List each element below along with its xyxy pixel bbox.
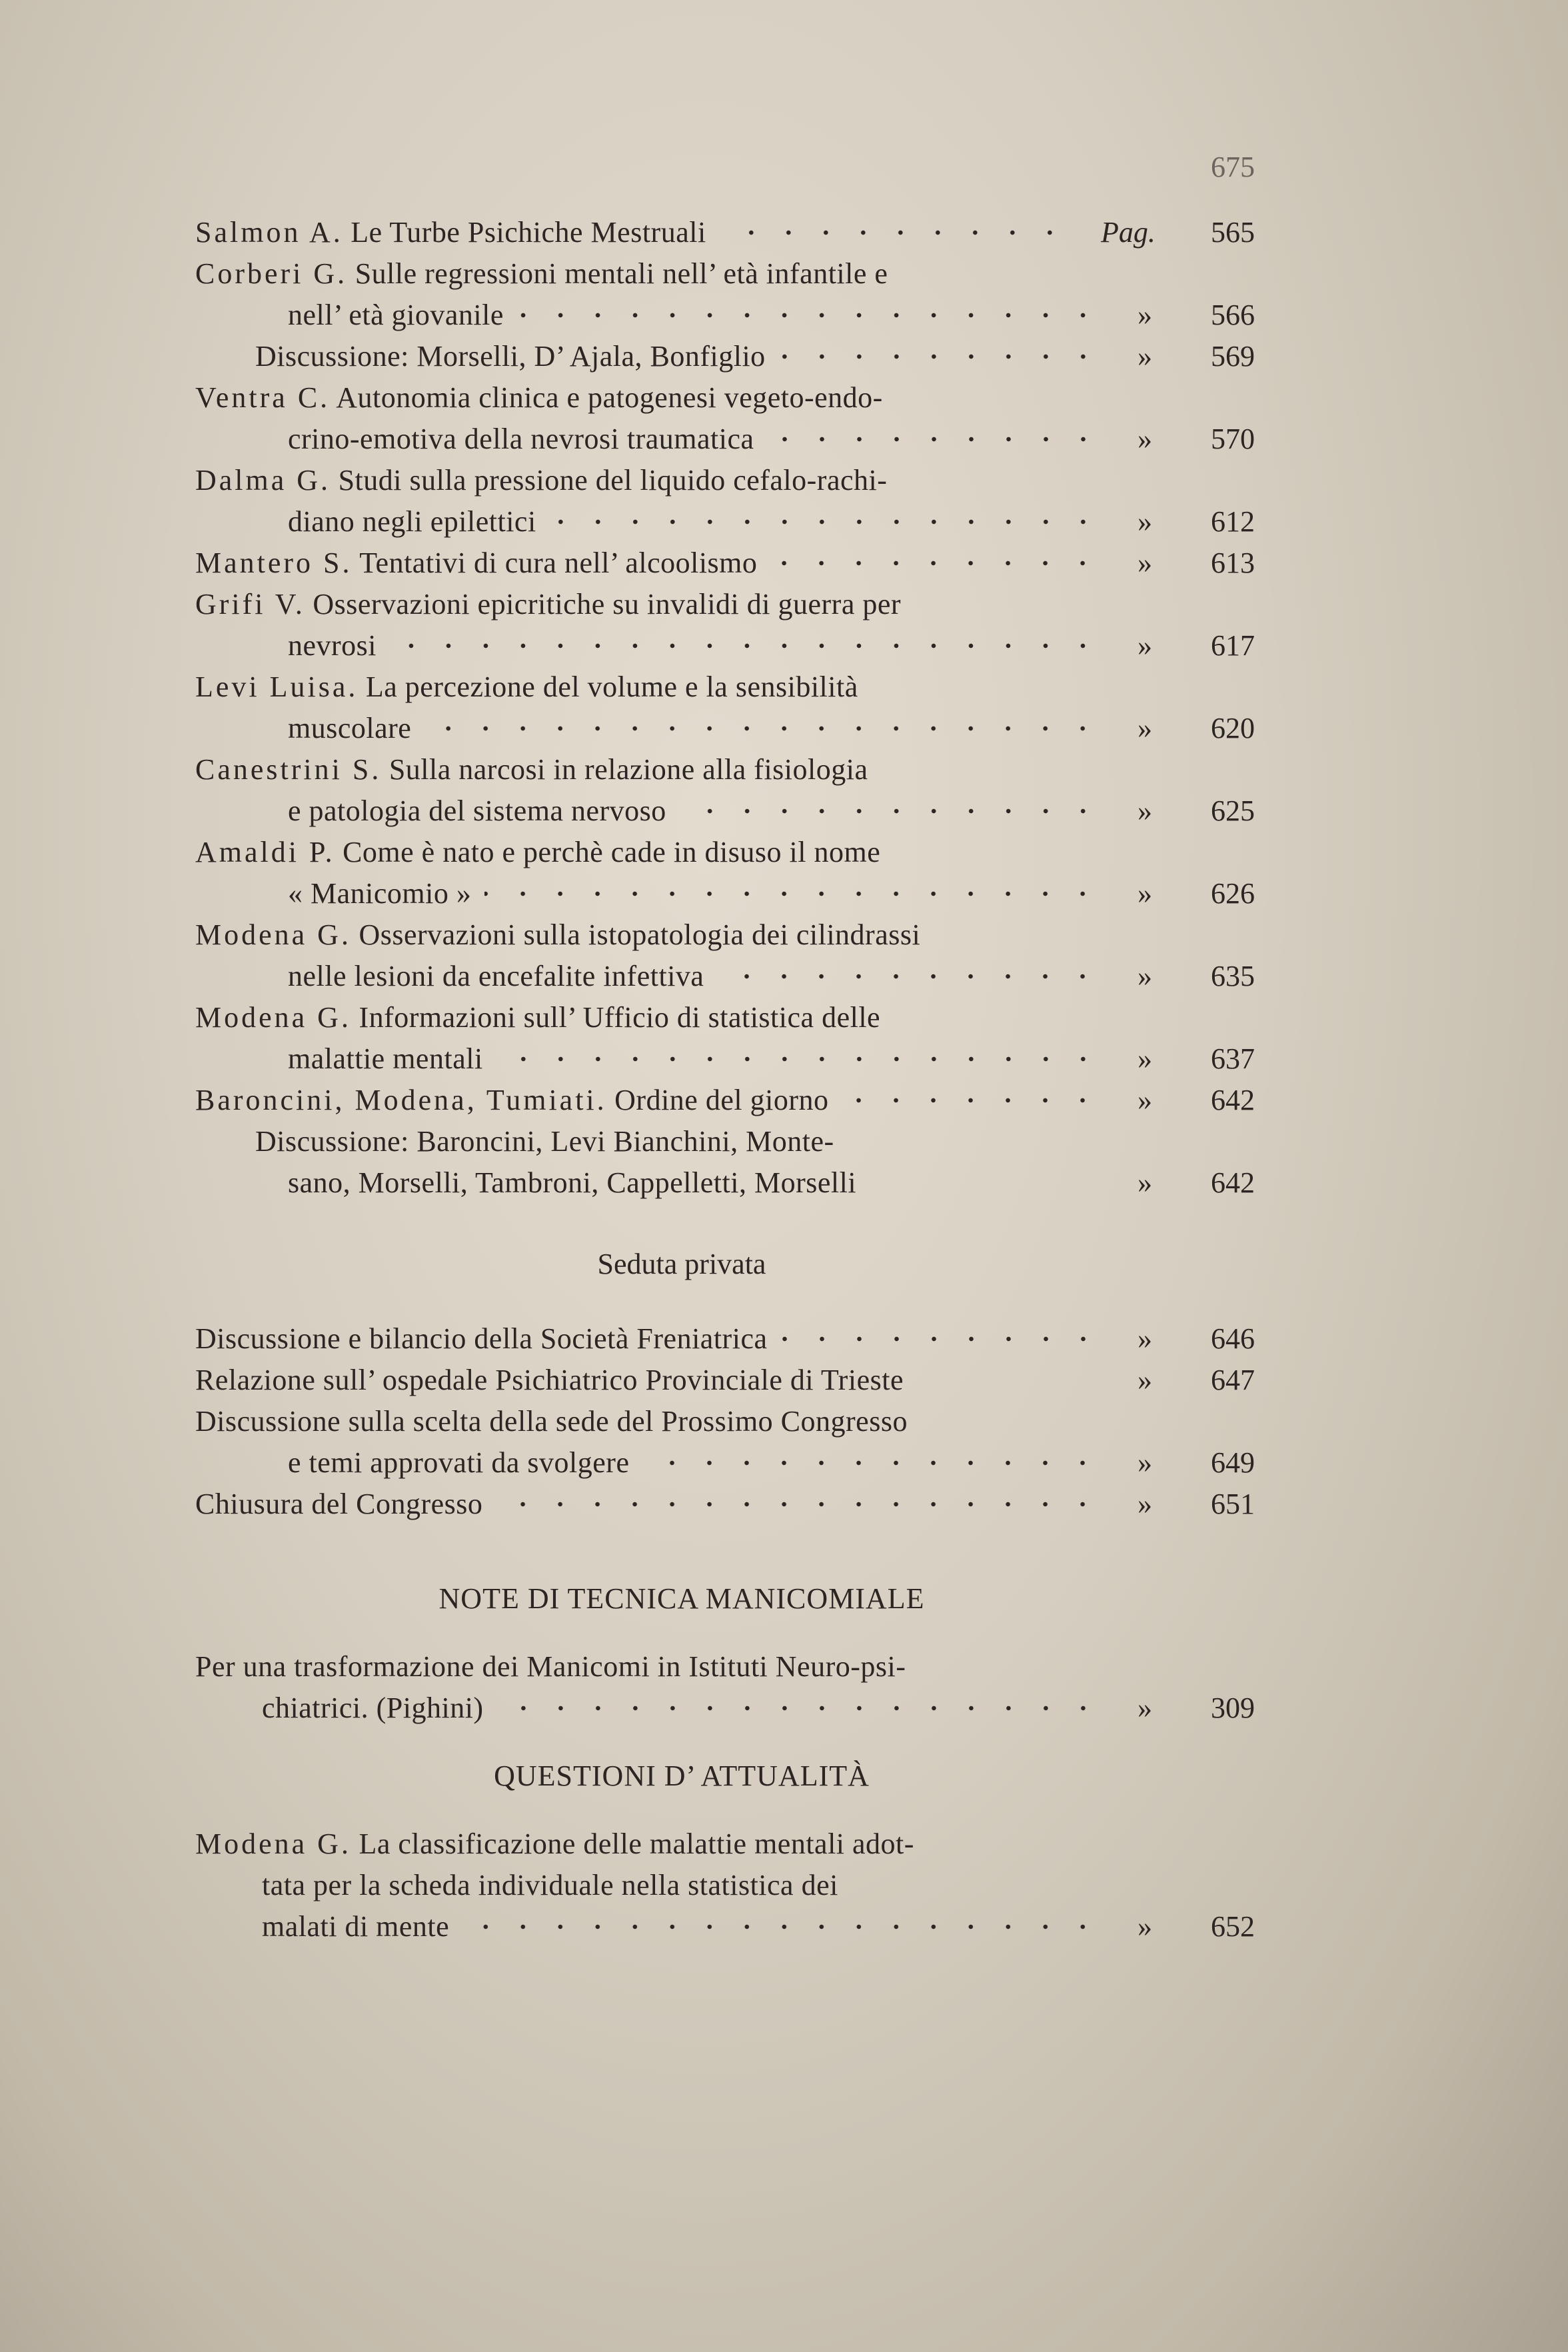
dot-leader: [497, 1705, 1102, 1712]
page-marker: »: [1138, 1322, 1152, 1355]
toc-line: [195, 212, 1255, 253]
entry-author: Modena G.: [195, 1827, 351, 1860]
toc-line: [195, 666, 1255, 708]
entry-author: Mantero S.: [195, 547, 353, 579]
page-number-ref: 569: [1211, 340, 1255, 373]
entry-text: [195, 832, 880, 873]
entry-text: [195, 1401, 908, 1442]
toc-line: [195, 749, 1255, 790]
toc-line: [195, 1906, 1255, 1947]
spacer: [195, 1525, 1255, 1578]
toc-line: [195, 873, 1255, 914]
toc-line: [195, 501, 1255, 543]
entry-text: [195, 1080, 828, 1121]
toc-entry: [195, 336, 1255, 377]
entry-title: muscolare: [288, 712, 412, 744]
toc-entry: [195, 1360, 1255, 1401]
page-number-ref: 565: [1211, 216, 1255, 249]
entry-title: Ordine del giorno: [614, 1084, 829, 1116]
entry-text: [195, 377, 883, 419]
entry-title: nevrosi: [288, 629, 377, 662]
toc-entry: [195, 460, 1255, 543]
toc-line: [195, 253, 1255, 295]
entry-text: [195, 1646, 906, 1688]
toc-line: [195, 1401, 1255, 1442]
dot-leader: [779, 353, 1102, 360]
page-number-ref: 570: [1211, 423, 1255, 455]
spacer: [195, 1285, 1255, 1318]
dot-leader: [642, 1460, 1102, 1466]
page-number-ref: 642: [1211, 1084, 1255, 1116]
entry-title: tata per la scheda individuale nella statistica dei: [262, 1869, 838, 1901]
toc-entry: [195, 1121, 1255, 1204]
entry-text: [195, 1318, 768, 1360]
entry-title: Relazione sull’ ospedale Psichiatrico Provinciale di Trieste: [195, 1364, 904, 1396]
entry-text: [262, 1688, 484, 1729]
entry-text: [262, 1906, 449, 1947]
page-marker: »: [1138, 794, 1152, 827]
spacer: [195, 1620, 1255, 1646]
page-marker: »: [1138, 960, 1152, 992]
toc-line: [195, 460, 1255, 501]
page-number-ref: 647: [1211, 1364, 1255, 1396]
toc-line: [195, 1121, 1255, 1162]
entry-title: Per una trasformazione dei Manicomi in Istituti Neuro-psi-: [195, 1650, 906, 1683]
entry-author: Amaldi P.: [195, 836, 335, 868]
page-number-ref: 637: [1211, 1042, 1255, 1075]
page-number-ref: 617: [1211, 629, 1255, 662]
dot-leader: [496, 1056, 1102, 1062]
entry-title: diano negli epilettici: [288, 505, 536, 538]
toc-section: [195, 1525, 1255, 1729]
page-number-ref: 613: [1211, 547, 1255, 579]
entry-title: sano, Morselli, Tambroni, Cappelletti, Morselli: [288, 1166, 857, 1199]
entry-title: Discussione sulla scelta della sede del Prossimo Congresso: [195, 1405, 908, 1438]
toc-line: [195, 1484, 1255, 1525]
toc-entry: [195, 584, 1255, 666]
dot-leader: [781, 1336, 1102, 1342]
entry-text: [255, 336, 766, 377]
entry-text: [288, 501, 536, 543]
entry-author: Grifi V.: [195, 588, 305, 620]
page-number-ref: 626: [1211, 877, 1255, 910]
entry-title: nell’ età giovanile: [288, 299, 504, 331]
entry-text: [195, 1360, 904, 1401]
entry-title: Informazioni sull’ Ufficio di statistica delle: [359, 1001, 881, 1034]
toc-line: [195, 1865, 1255, 1906]
dot-leader: [550, 519, 1102, 525]
page-marker: »: [1138, 1166, 1152, 1199]
entry-title: malattie mentali: [288, 1042, 483, 1075]
entry-title: La percezione del volume e la sensibilità: [365, 670, 858, 703]
toc-line: [195, 1360, 1255, 1401]
spacer: [195, 1797, 1255, 1823]
entry-title: « Manicomio »: [288, 877, 472, 910]
entry-title: Sulla narcosi in relazione alla fisiologia: [389, 753, 868, 786]
entry-author: Salmon A.: [195, 216, 343, 249]
toc-line: [195, 295, 1255, 336]
entry-author: Corberi G.: [195, 257, 348, 290]
dot-leader: [390, 642, 1102, 649]
entry-title: Sulle regressioni mentali nell’ età infantile e: [355, 257, 888, 290]
entry-author: Modena G.: [195, 1001, 351, 1034]
entry-author: Levi Luisa.: [195, 670, 359, 703]
toc-section: [195, 1204, 1255, 1525]
entry-text: [288, 1038, 483, 1080]
page-number-ref: 642: [1211, 1166, 1255, 1199]
toc-line: [195, 956, 1255, 997]
toc-line: [195, 1318, 1255, 1360]
page-number-ref: 309: [1211, 1692, 1255, 1724]
toc-entry: [195, 253, 1255, 336]
entry-text: [288, 873, 471, 914]
entry-title: Discussione e bilancio della Società Freniatrica: [195, 1322, 768, 1355]
entry-title: e patologia del sistema nervoso: [288, 794, 666, 827]
entry-text: [195, 749, 868, 790]
entry-title: Studi sulla pressione del liquido cefalo-rachi-: [338, 464, 888, 497]
page-marker: »: [1138, 1042, 1152, 1075]
page-marker: »: [1138, 340, 1152, 373]
entry-text: [195, 997, 880, 1038]
entry-author: Dalma G.: [195, 464, 331, 497]
entry-title: La classificazione delle malattie mentali adot-: [359, 1827, 914, 1860]
toc-entry: [195, 1484, 1255, 1525]
spacer: [195, 1729, 1255, 1756]
toc-line: [195, 832, 1255, 873]
page-marker: »: [1138, 629, 1152, 662]
entry-author: Ventra C.: [195, 381, 331, 414]
toc-line: [195, 1162, 1255, 1204]
entry-text: [195, 460, 887, 501]
toc-line: [195, 419, 1255, 460]
page-marker: »: [1138, 423, 1152, 455]
entry-text: [195, 914, 920, 956]
entry-text: [262, 1865, 838, 1906]
entry-title: Chiusura del Congresso: [195, 1488, 483, 1520]
entry-title: e temi approvati da svolgere: [288, 1446, 630, 1479]
entry-text: [288, 295, 504, 336]
dot-leader: [717, 973, 1102, 980]
toc-line: [195, 377, 1255, 419]
entry-text: [288, 1442, 629, 1484]
toc-entry: [195, 212, 1255, 253]
toc-entry: [195, 997, 1255, 1080]
toc-entry: [195, 1646, 1255, 1729]
entry-text: [288, 419, 754, 460]
toc-entry: [195, 543, 1255, 584]
page-marker: »: [1138, 712, 1152, 744]
dot-leader: [770, 560, 1102, 567]
toc-line: [195, 625, 1255, 666]
toc-line: [195, 997, 1255, 1038]
page-number: 675: [1211, 151, 1255, 183]
page-marker: »: [1138, 1910, 1152, 1943]
page-number-ref: 625: [1211, 794, 1255, 827]
entry-title: Autonomia clinica e patogenesi vegeto-endo-: [336, 381, 883, 414]
dot-leader: [768, 436, 1102, 443]
section-heading: Seduta privata: [597, 1248, 766, 1280]
toc-entry: [195, 749, 1255, 832]
toc-line: [195, 1080, 1255, 1121]
toc-line: [195, 708, 1255, 749]
toc-line: [195, 1038, 1255, 1080]
entry-title: Discussione: Baroncini, Levi Bianchini, Monte-: [255, 1125, 834, 1158]
page-marker: »: [1138, 1084, 1152, 1116]
toc-line: [195, 914, 1255, 956]
toc-entry: [195, 914, 1255, 997]
entry-text: [288, 956, 704, 997]
entry-text: [195, 666, 858, 708]
entry-text: [195, 212, 706, 253]
dot-leader: [484, 890, 1102, 897]
entry-title: chiatrici. (Pighini): [262, 1692, 484, 1724]
page-number-ref: 620: [1211, 712, 1255, 744]
dot-leader: [720, 229, 1068, 236]
dot-leader: [424, 725, 1102, 732]
entry-text: [195, 584, 901, 625]
page-marker: Pag.: [1101, 216, 1156, 249]
entry-author: Canestrini S.: [195, 753, 382, 786]
toc-line: [195, 1688, 1255, 1729]
entry-text: [288, 790, 666, 832]
page-marker: »: [1138, 547, 1152, 579]
page-number-ref: 635: [1211, 960, 1255, 992]
toc-line: [195, 336, 1255, 377]
entry-text: [288, 1162, 856, 1204]
entry-title: Osservazioni sulla istopatologia dei cilindrassi: [359, 918, 921, 951]
toc-line: [195, 1823, 1255, 1865]
toc-line: [195, 1646, 1255, 1688]
entry-title: Tentativi di cura nell’ alcoolismo: [359, 547, 758, 579]
table-of-contents: [195, 212, 1255, 1947]
entry-text: [255, 1121, 834, 1162]
entry-text: [195, 1823, 914, 1865]
page-number-ref: 649: [1211, 1446, 1255, 1479]
toc-section: [195, 1729, 1255, 1947]
page-marker: »: [1138, 1446, 1152, 1479]
page-number-ref: 612: [1211, 505, 1255, 538]
toc-line: [195, 543, 1255, 584]
page-marker: »: [1138, 299, 1152, 331]
section-heading: QUESTIONI D’ ATTUALITÀ: [494, 1760, 870, 1792]
entry-title: Osservazioni epicritiche su invalidi di guerra per: [313, 588, 902, 620]
toc-entry: [195, 1318, 1255, 1360]
page-marker: »: [1138, 1692, 1152, 1724]
entry-author: Baroncini, Modena, Tumiati.: [195, 1084, 607, 1116]
toc-line: [195, 1442, 1255, 1484]
toc-line: [195, 584, 1255, 625]
entry-text: [195, 1484, 482, 1525]
entry-text: [288, 708, 411, 749]
toc-line: [195, 790, 1255, 832]
dot-leader: [517, 312, 1102, 319]
page-number-ref: 566: [1211, 299, 1255, 331]
toc-entry: [195, 377, 1255, 460]
page-marker: »: [1138, 1364, 1152, 1396]
entry-author: Modena G.: [195, 918, 351, 951]
entry-text: [288, 625, 377, 666]
entry-text: [195, 543, 757, 584]
entry-title: malati di mente: [262, 1910, 450, 1943]
toc-entry: [195, 666, 1255, 749]
toc-entry: [195, 1401, 1255, 1484]
dot-leader: [496, 1501, 1102, 1508]
page-number-ref: 652: [1211, 1910, 1255, 1943]
entry-title: nelle lesioni da encefalite infettiva: [288, 960, 704, 992]
dot-leader: [842, 1097, 1102, 1104]
toc-section: [195, 212, 1255, 1204]
toc-entry: [195, 832, 1255, 914]
entry-title: Discussione: Morselli, D’ Ajala, Bonfiglio: [255, 340, 766, 373]
page-number-ref: 651: [1211, 1488, 1255, 1520]
section-heading: NOTE DI TECNICA MANICOMIALE: [438, 1582, 925, 1615]
page-number-ref: 646: [1211, 1322, 1255, 1355]
page-marker: »: [1138, 505, 1152, 538]
dot-leader: [462, 1923, 1102, 1930]
entry-title: Le Turbe Psichiche Mestruali: [351, 216, 706, 249]
page-marker: »: [1138, 1488, 1152, 1520]
entry-title: crino-emotiva della nevrosi traumatica: [288, 423, 754, 455]
dot-leader: [680, 808, 1102, 814]
entry-text: [195, 253, 888, 295]
toc-entry: [195, 1823, 1255, 1947]
entry-title: Come è nato e perchè cade in disuso il nome: [343, 836, 881, 868]
page-marker: »: [1138, 877, 1152, 910]
toc-entry: [195, 1080, 1255, 1121]
spacer: [195, 1204, 1255, 1244]
